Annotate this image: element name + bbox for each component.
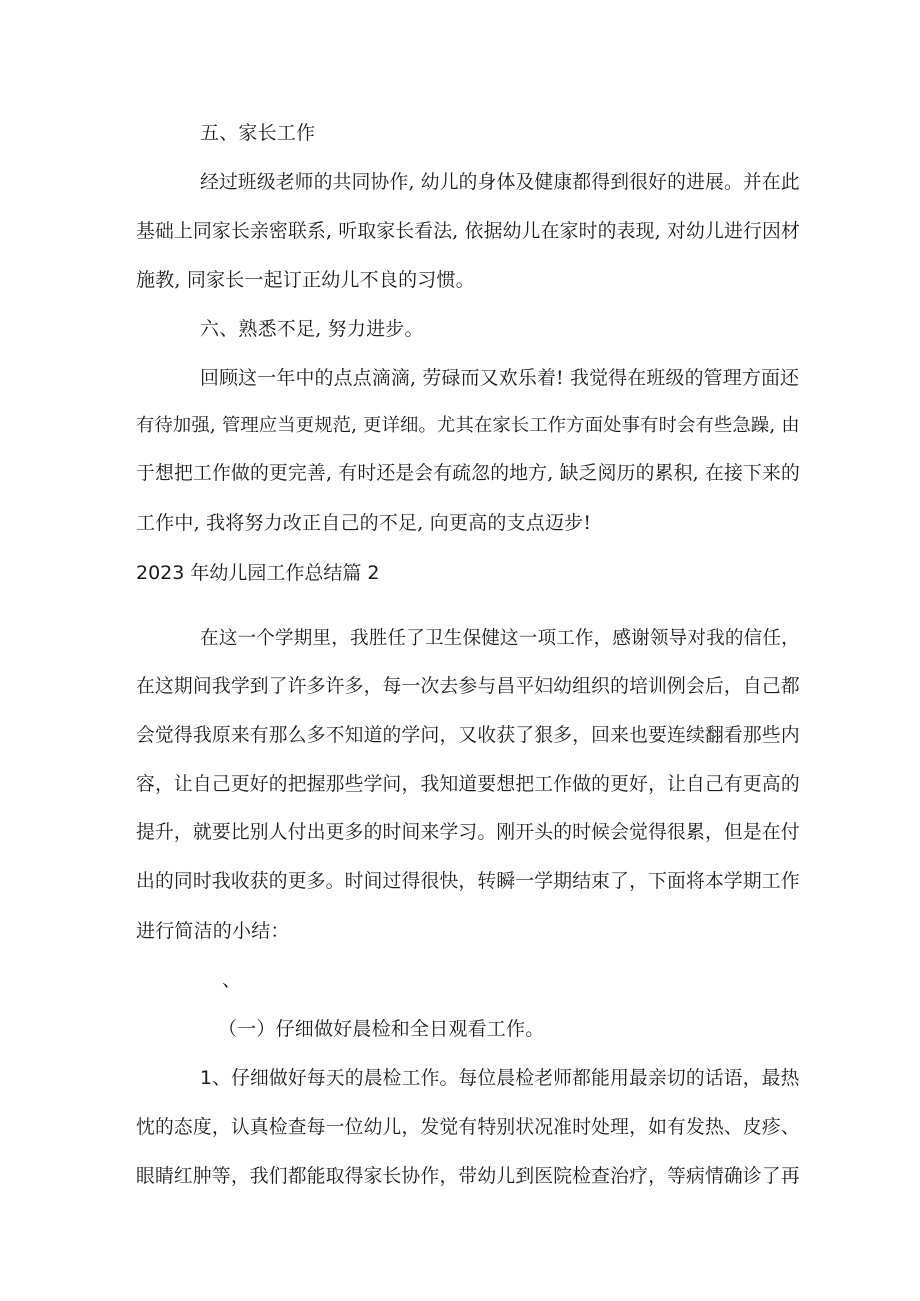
section-heading-shortcomings: 六、熟悉不足, 努力进步。 [200,318,424,340]
paragraph-line: 1、仔细做好每天的晨检工作。每位晨检老师都能用最亲切的话语，最热 [200,1068,800,1089]
paragraph-line: 眼睛红肿等，我们都能取得家长协作，带幼儿到医院检查治疗，等病情确诊了再 [136,1166,800,1187]
paragraph-line: 回顾这一年中的点点滴滴, 劳碌而又欢乐着! 我觉得在班级的管理方面还 [200,367,800,389]
section-heading-parent-work: 五、家长工作 [200,122,316,144]
paragraph-line: 进行简洁的小结： [136,920,290,942]
paragraph-line: 有待加强, 管理应当更规范, 更详细。尤其在家长工作方面处事有时会有些急躁, 由 [136,415,800,436]
subsection-heading: （一）仔细做好晨检和全日观看工作。 [218,1018,545,1040]
paragraph-line: 容，让自己更好的把握那些学问，我知道要想把工作做的更好，让自己有更高的 [136,774,800,795]
paragraph-line: 工作中, 我将努力改正自己的不足, 向更高的支点迈步! [136,512,592,534]
paragraph-line: 经过班级老师的共同协作, 幼儿的身体及健康都得到很好的进展。并在此 [200,172,800,193]
document-title: 2023 年幼儿园工作总结篇 2 [136,562,380,584]
paragraph-line: 施教, 同家长一起订正幼儿不良的习惯。 [136,269,475,291]
paragraph-line: 在这一个学期里，我胜任了卫生保健这一项工作，感谢领导对我的信任， [200,628,800,649]
enumeration-mark: 、 [222,969,242,991]
paragraph-line: 忱的态度，认真检查每一位幼儿，发觉有特别状况准时处理，如有发热、皮疹、 [136,1117,800,1138]
paragraph-line: 会觉得我原来有那么多不知道的学问，又收获了狠多，回来也要连续翻看那些内 [136,725,800,746]
paragraph-line: 基础上同家长亲密联系, 听取家长看法, 依据幼儿在家时的表现, 对幼儿进行因材 [136,221,800,242]
paragraph-line: 出的同时我收获的更多。时间过得很快，转瞬一学期结束了，下面将本学期工作 [136,871,800,892]
paragraph-line: 提升，就要比别人付出更多的时间来学习。刚开头的时候会觉得很累，但是在付 [136,822,800,843]
paragraph-line: 于想把工作做的更完善, 有时还是会有疏忽的地方, 缺乏阅历的累积, 在接下来的 [136,463,800,484]
paragraph-line: 在这期间我学到了许多许多，每一次去参与昌平妇幼组织的培训例会后，自己都 [136,676,800,697]
